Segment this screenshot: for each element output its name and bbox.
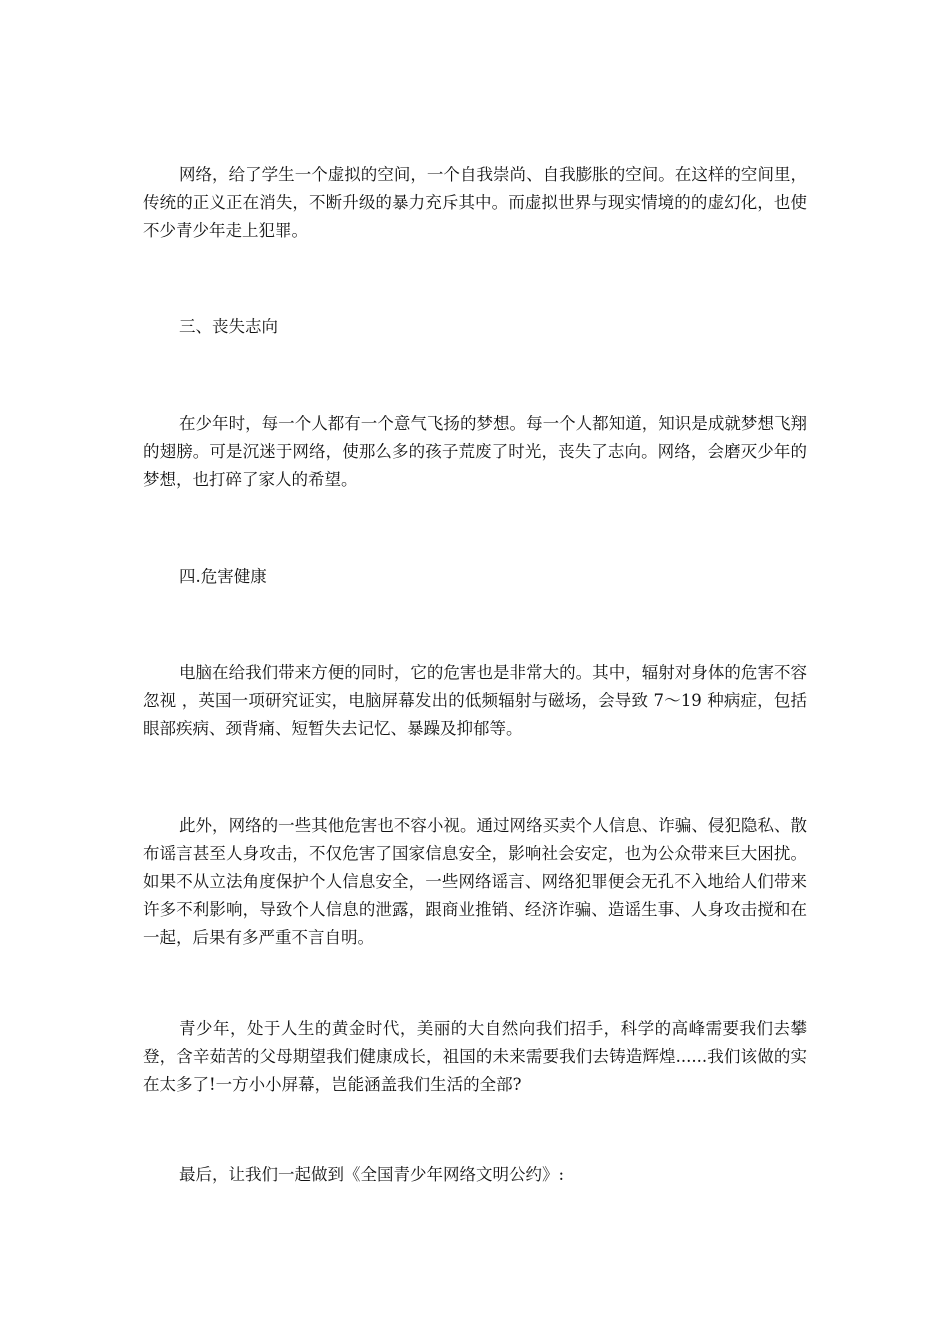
- paragraph-youth: 青少年，处于人生的黄金时代，美丽的大自然向我们招手，科学的高峰需要我们去攀登，含辛茹苦的父母期望我们健康成长，祖国的未来需要我们去铸造辉煌......我们该做的实在太多了!一方小小屏幕，岂能涵盖我们生活的全部?: [143, 1019, 807, 1094]
- paragraph-virtual-space: 网络，给了学生一个虚拟的空间，一个自我崇尚、自我膨胀的空间。在这样的空间里，传统的正义正在消失，不断升级的暴力充斥其中。而虚拟世界与现实情境的的虚幻化，也使不少青少年走上犯罪。: [143, 165, 807, 240]
- paragraph-other-harms: 此外，网络的一些其他危害也不容小视。通过网络买卖个人信息、诈骗、侵犯隐私、散布谣言甚至人身攻击，不仅危害了国家信息安全，影响社会安定，也为公众带来巨大困扰。如果不从立法角度保护个人信息安全，一些网络谣言、网络犯罪便会无孔不入地给人们带来许多不利影响，导致个人信息的泄露，跟商业推销、经济诈骗、造谣生事、人身攻击搅和在一起，后果有多严重不言自明。: [143, 816, 807, 947]
- section-heading-health-harm: 四.危害健康: [179, 567, 267, 586]
- paragraph-dreams: 在少年时，每一个人都有一个意气飞扬的梦想。每一个人都知道，知识是成就梦想飞翔的翅膀。可是沉迷于网络，使那么多的孩子荒废了时光，丧失了志向。网络，会磨灭少年的梦想，也打碎了家人的希望。: [143, 414, 807, 489]
- paragraph-conclusion: 最后，让我们一起做到《全国青少年网络文明公约》:: [179, 1165, 565, 1184]
- paragraph-radiation: 电脑在给我们带来方便的同时，它的危害也是非常大的。其中，辐射对身体的危害不容忽视 ，英国一项研究证实，电脑屏幕发出的低频辐射与磁场，会导致 7～19 种病症，包括眼部疾病、颈背痛、短暂失去记忆、暴躁及抑郁等。: [143, 663, 807, 738]
- section-heading-lose-ambition: 三、丧失志向: [179, 317, 278, 336]
